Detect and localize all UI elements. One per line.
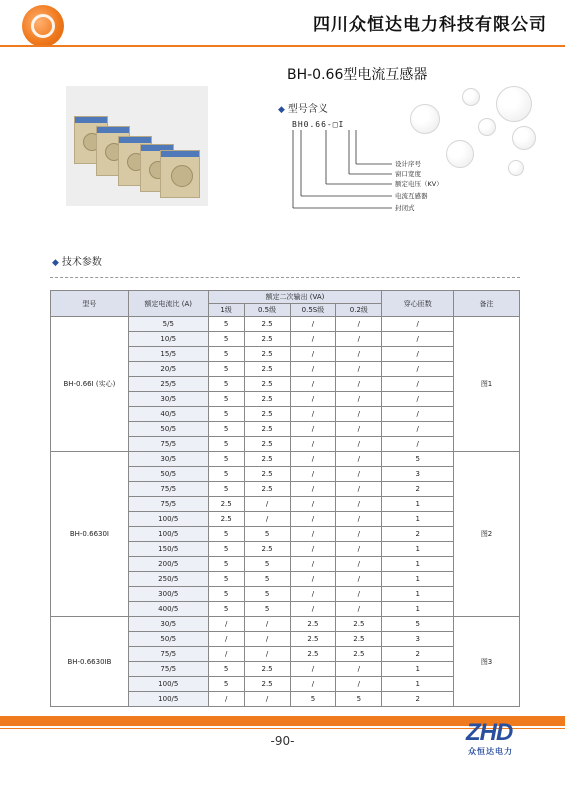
value-cell: / xyxy=(290,662,336,677)
value-cell: 5 xyxy=(208,437,244,452)
value-cell: / xyxy=(208,632,244,647)
value-cell: 5 xyxy=(244,572,290,587)
ratio-cell: 400/5 xyxy=(128,602,208,617)
ratio-cell: 30/5 xyxy=(128,617,208,632)
ratio-cell: 75/5 xyxy=(128,647,208,662)
value-cell: / xyxy=(382,407,454,422)
value-cell: / xyxy=(336,317,382,332)
value-cell: 2.5 xyxy=(244,467,290,482)
value-cell: 2.5 xyxy=(244,482,290,497)
value-cell: 5 xyxy=(382,452,454,467)
value-cell: / xyxy=(382,392,454,407)
value-cell: / xyxy=(290,572,336,587)
table-row xyxy=(51,452,520,467)
value-cell: / xyxy=(336,332,382,347)
model-code: BH0.66-□I xyxy=(292,120,345,129)
value-cell: 2.5 xyxy=(244,452,290,467)
diamond-bullet-icon: ◆ xyxy=(52,258,59,268)
legend-design-serial: 设计序号 xyxy=(395,160,421,168)
value-cell: / xyxy=(244,617,290,632)
value-cell: / xyxy=(336,572,382,587)
value-cell: 2.5 xyxy=(244,542,290,557)
value-cell: / xyxy=(336,587,382,602)
value-cell: 2.5 xyxy=(244,677,290,692)
value-cell: / xyxy=(382,362,454,377)
value-cell: 5 xyxy=(208,407,244,422)
value-cell: 5 xyxy=(208,662,244,677)
value-cell: / xyxy=(290,482,336,497)
page-number: -90- xyxy=(270,734,295,748)
ratio-cell: 75/5 xyxy=(128,497,208,512)
brand-logo: ZHD xyxy=(466,719,513,746)
ratio-cell: 100/5 xyxy=(128,512,208,527)
value-cell: 2.5 xyxy=(244,332,290,347)
value-cell: / xyxy=(336,452,382,467)
note-cell: 图1 xyxy=(454,317,520,452)
value-cell: 1 xyxy=(382,602,454,617)
value-cell: 2.5 xyxy=(244,422,290,437)
ratio-cell: 150/5 xyxy=(128,542,208,557)
ratio-cell: 75/5 xyxy=(128,437,208,452)
value-cell: / xyxy=(336,437,382,452)
value-cell: / xyxy=(336,362,382,377)
value-cell: / xyxy=(336,527,382,542)
value-cell: / xyxy=(290,437,336,452)
value-cell: 5 xyxy=(208,587,244,602)
value-cell: 5 xyxy=(208,347,244,362)
value-cell: / xyxy=(290,452,336,467)
value-cell: 5 xyxy=(244,602,290,617)
dashed-divider xyxy=(50,277,520,278)
ratio-cell: 250/5 xyxy=(128,572,208,587)
value-cell: / xyxy=(290,557,336,572)
ratio-cell: 20/5 xyxy=(128,362,208,377)
value-cell: 5 xyxy=(208,542,244,557)
col-header-turns: 穿心匝数 xyxy=(382,291,454,317)
legend-enclosed-type: 封闭式 xyxy=(395,204,415,212)
company-logo-icon xyxy=(22,5,64,47)
value-cell: 1 xyxy=(382,662,454,677)
document-title: BH-0.66型电流互感器 xyxy=(287,67,428,83)
ratio-cell: 50/5 xyxy=(128,467,208,482)
company-name: 四川众恒达电力科技有限公司 xyxy=(313,15,547,35)
value-cell: 5 xyxy=(208,377,244,392)
value-cell: / xyxy=(382,437,454,452)
model-meaning-heading: ◆ 型号含义 xyxy=(278,104,328,115)
value-cell: 1 xyxy=(382,497,454,512)
value-cell: 1 xyxy=(382,572,454,587)
col-header-class-1: 1级 xyxy=(208,304,244,317)
legend-rated-voltage: 额定电压（KV） xyxy=(395,180,443,188)
value-cell: 2.5 xyxy=(244,407,290,422)
value-cell: / xyxy=(290,392,336,407)
ratio-cell: 30/5 xyxy=(128,452,208,467)
value-cell: 2 xyxy=(382,692,454,707)
value-cell: / xyxy=(336,392,382,407)
value-cell: 2 xyxy=(382,647,454,662)
ratio-cell: 25/5 xyxy=(128,377,208,392)
decorative-bubble xyxy=(410,104,440,134)
value-cell: 2.5 xyxy=(290,647,336,662)
model-cell: BH-0.6630IB xyxy=(51,617,129,707)
model-cell: BH-0.6630I xyxy=(51,452,129,617)
value-cell: / xyxy=(244,497,290,512)
value-cell: / xyxy=(244,692,290,707)
value-cell: / xyxy=(290,407,336,422)
product-photo xyxy=(66,86,208,206)
value-cell: / xyxy=(382,347,454,362)
ratio-cell: 15/5 xyxy=(128,347,208,362)
value-cell: 5 xyxy=(208,482,244,497)
ratio-cell: 5/5 xyxy=(128,317,208,332)
value-cell: 5 xyxy=(208,332,244,347)
value-cell: 5 xyxy=(208,392,244,407)
value-cell: 2.5 xyxy=(244,317,290,332)
diamond-bullet-icon: ◆ xyxy=(278,105,285,115)
value-cell: 5 xyxy=(290,692,336,707)
ratio-cell: 100/5 xyxy=(128,527,208,542)
value-cell: 2.5 xyxy=(336,617,382,632)
value-cell: / xyxy=(244,632,290,647)
legend-window-width: 窗口宽度 xyxy=(395,170,421,178)
value-cell: / xyxy=(336,677,382,692)
value-cell: 1 xyxy=(382,557,454,572)
value-cell: 2.5 xyxy=(336,647,382,662)
value-cell: / xyxy=(290,677,336,692)
col-header-class-0.5: 0.5级 xyxy=(244,304,290,317)
ratio-cell: 10/5 xyxy=(128,332,208,347)
value-cell: / xyxy=(290,602,336,617)
table-row xyxy=(51,317,520,332)
ratio-cell: 30/5 xyxy=(128,392,208,407)
col-header-note: 备注 xyxy=(454,291,520,317)
value-cell: 5 xyxy=(244,527,290,542)
ratio-cell: 300/5 xyxy=(128,587,208,602)
table-row xyxy=(51,617,520,632)
value-cell: 1 xyxy=(382,512,454,527)
col-header-ratio: 额定电流比 (A) xyxy=(128,291,208,317)
value-cell: 2.5 xyxy=(244,437,290,452)
value-cell: / xyxy=(336,407,382,422)
legend-current-transformer: 电流互感器 xyxy=(395,192,428,200)
value-cell: / xyxy=(336,557,382,572)
ratio-cell: 40/5 xyxy=(128,407,208,422)
value-cell: 2 xyxy=(382,527,454,542)
model-cell: BH-0.66I (实心) xyxy=(51,317,129,452)
value-cell: / xyxy=(290,512,336,527)
value-cell: / xyxy=(382,422,454,437)
col-header-model: 型号 xyxy=(51,291,129,317)
value-cell: 5 xyxy=(244,557,290,572)
value-cell: 2.5 xyxy=(244,362,290,377)
model-code-diagram xyxy=(288,128,398,218)
value-cell: / xyxy=(336,377,382,392)
value-cell: / xyxy=(290,332,336,347)
col-header-class-0.2: 0.2级 xyxy=(336,304,382,317)
value-cell: / xyxy=(290,497,336,512)
ratio-cell: 50/5 xyxy=(128,632,208,647)
decorative-bubble xyxy=(496,86,532,122)
value-cell: 2.5 xyxy=(208,512,244,527)
value-cell: 2.5 xyxy=(208,497,244,512)
value-cell: / xyxy=(208,647,244,662)
value-cell: / xyxy=(336,602,382,617)
ratio-cell: 50/5 xyxy=(128,422,208,437)
spec-table xyxy=(50,290,520,707)
note-cell: 图3 xyxy=(454,617,520,707)
value-cell: / xyxy=(208,692,244,707)
header-divider xyxy=(0,45,565,47)
value-cell: / xyxy=(290,542,336,557)
value-cell: 5 xyxy=(208,572,244,587)
value-cell: / xyxy=(382,317,454,332)
decorative-bubble xyxy=(446,140,474,168)
value-cell: / xyxy=(336,497,382,512)
value-cell: / xyxy=(336,347,382,362)
value-cell: 5 xyxy=(208,602,244,617)
value-cell: 1 xyxy=(382,677,454,692)
value-cell: 5 xyxy=(336,692,382,707)
value-cell: / xyxy=(382,332,454,347)
value-cell: 5 xyxy=(208,362,244,377)
value-cell: 5 xyxy=(208,557,244,572)
value-cell: 5 xyxy=(208,317,244,332)
value-cell: / xyxy=(244,647,290,662)
col-header-output: 额定二次输出 (VA) xyxy=(208,291,382,304)
value-cell: / xyxy=(336,542,382,557)
ratio-cell: 100/5 xyxy=(128,677,208,692)
decorative-bubble xyxy=(512,126,536,150)
value-cell: / xyxy=(244,512,290,527)
value-cell: / xyxy=(290,317,336,332)
value-cell: / xyxy=(290,377,336,392)
decorative-bubble xyxy=(508,160,524,176)
ratio-cell: 75/5 xyxy=(128,662,208,677)
value-cell: / xyxy=(290,467,336,482)
value-cell: 5 xyxy=(208,677,244,692)
value-cell: 5 xyxy=(244,587,290,602)
value-cell: 2.5 xyxy=(244,347,290,362)
value-cell: 3 xyxy=(382,467,454,482)
value-cell: 3 xyxy=(382,632,454,647)
ratio-cell: 75/5 xyxy=(128,482,208,497)
ratio-cell: 100/5 xyxy=(128,692,208,707)
value-cell: 1 xyxy=(382,542,454,557)
tech-params-heading: ◆ 技术参数 xyxy=(52,257,102,268)
value-cell: / xyxy=(290,527,336,542)
col-header-class-0.5s: 0.5S级 xyxy=(290,304,336,317)
value-cell: / xyxy=(336,662,382,677)
value-cell: 2.5 xyxy=(336,632,382,647)
value-cell: 2.5 xyxy=(290,632,336,647)
value-cell: / xyxy=(290,587,336,602)
value-cell: / xyxy=(290,347,336,362)
value-cell: / xyxy=(336,422,382,437)
value-cell: / xyxy=(290,362,336,377)
value-cell: 5 xyxy=(208,527,244,542)
ratio-cell: 200/5 xyxy=(128,557,208,572)
value-cell: / xyxy=(208,617,244,632)
value-cell: 5 xyxy=(208,452,244,467)
value-cell: / xyxy=(336,467,382,482)
value-cell: 2.5 xyxy=(244,377,290,392)
value-cell: 2.5 xyxy=(244,392,290,407)
value-cell: 2.5 xyxy=(290,617,336,632)
value-cell: 5 xyxy=(208,467,244,482)
value-cell: / xyxy=(336,482,382,497)
brand-subtitle: 众恒达电力 xyxy=(468,747,513,756)
note-cell: 图2 xyxy=(454,452,520,617)
decorative-bubble xyxy=(462,88,480,106)
value-cell: / xyxy=(382,377,454,392)
value-cell: 5 xyxy=(382,617,454,632)
value-cell: 2.5 xyxy=(244,662,290,677)
value-cell: / xyxy=(290,422,336,437)
value-cell: 1 xyxy=(382,587,454,602)
value-cell: / xyxy=(336,512,382,527)
decorative-bubble xyxy=(478,118,496,136)
value-cell: 2 xyxy=(382,482,454,497)
value-cell: 5 xyxy=(208,422,244,437)
